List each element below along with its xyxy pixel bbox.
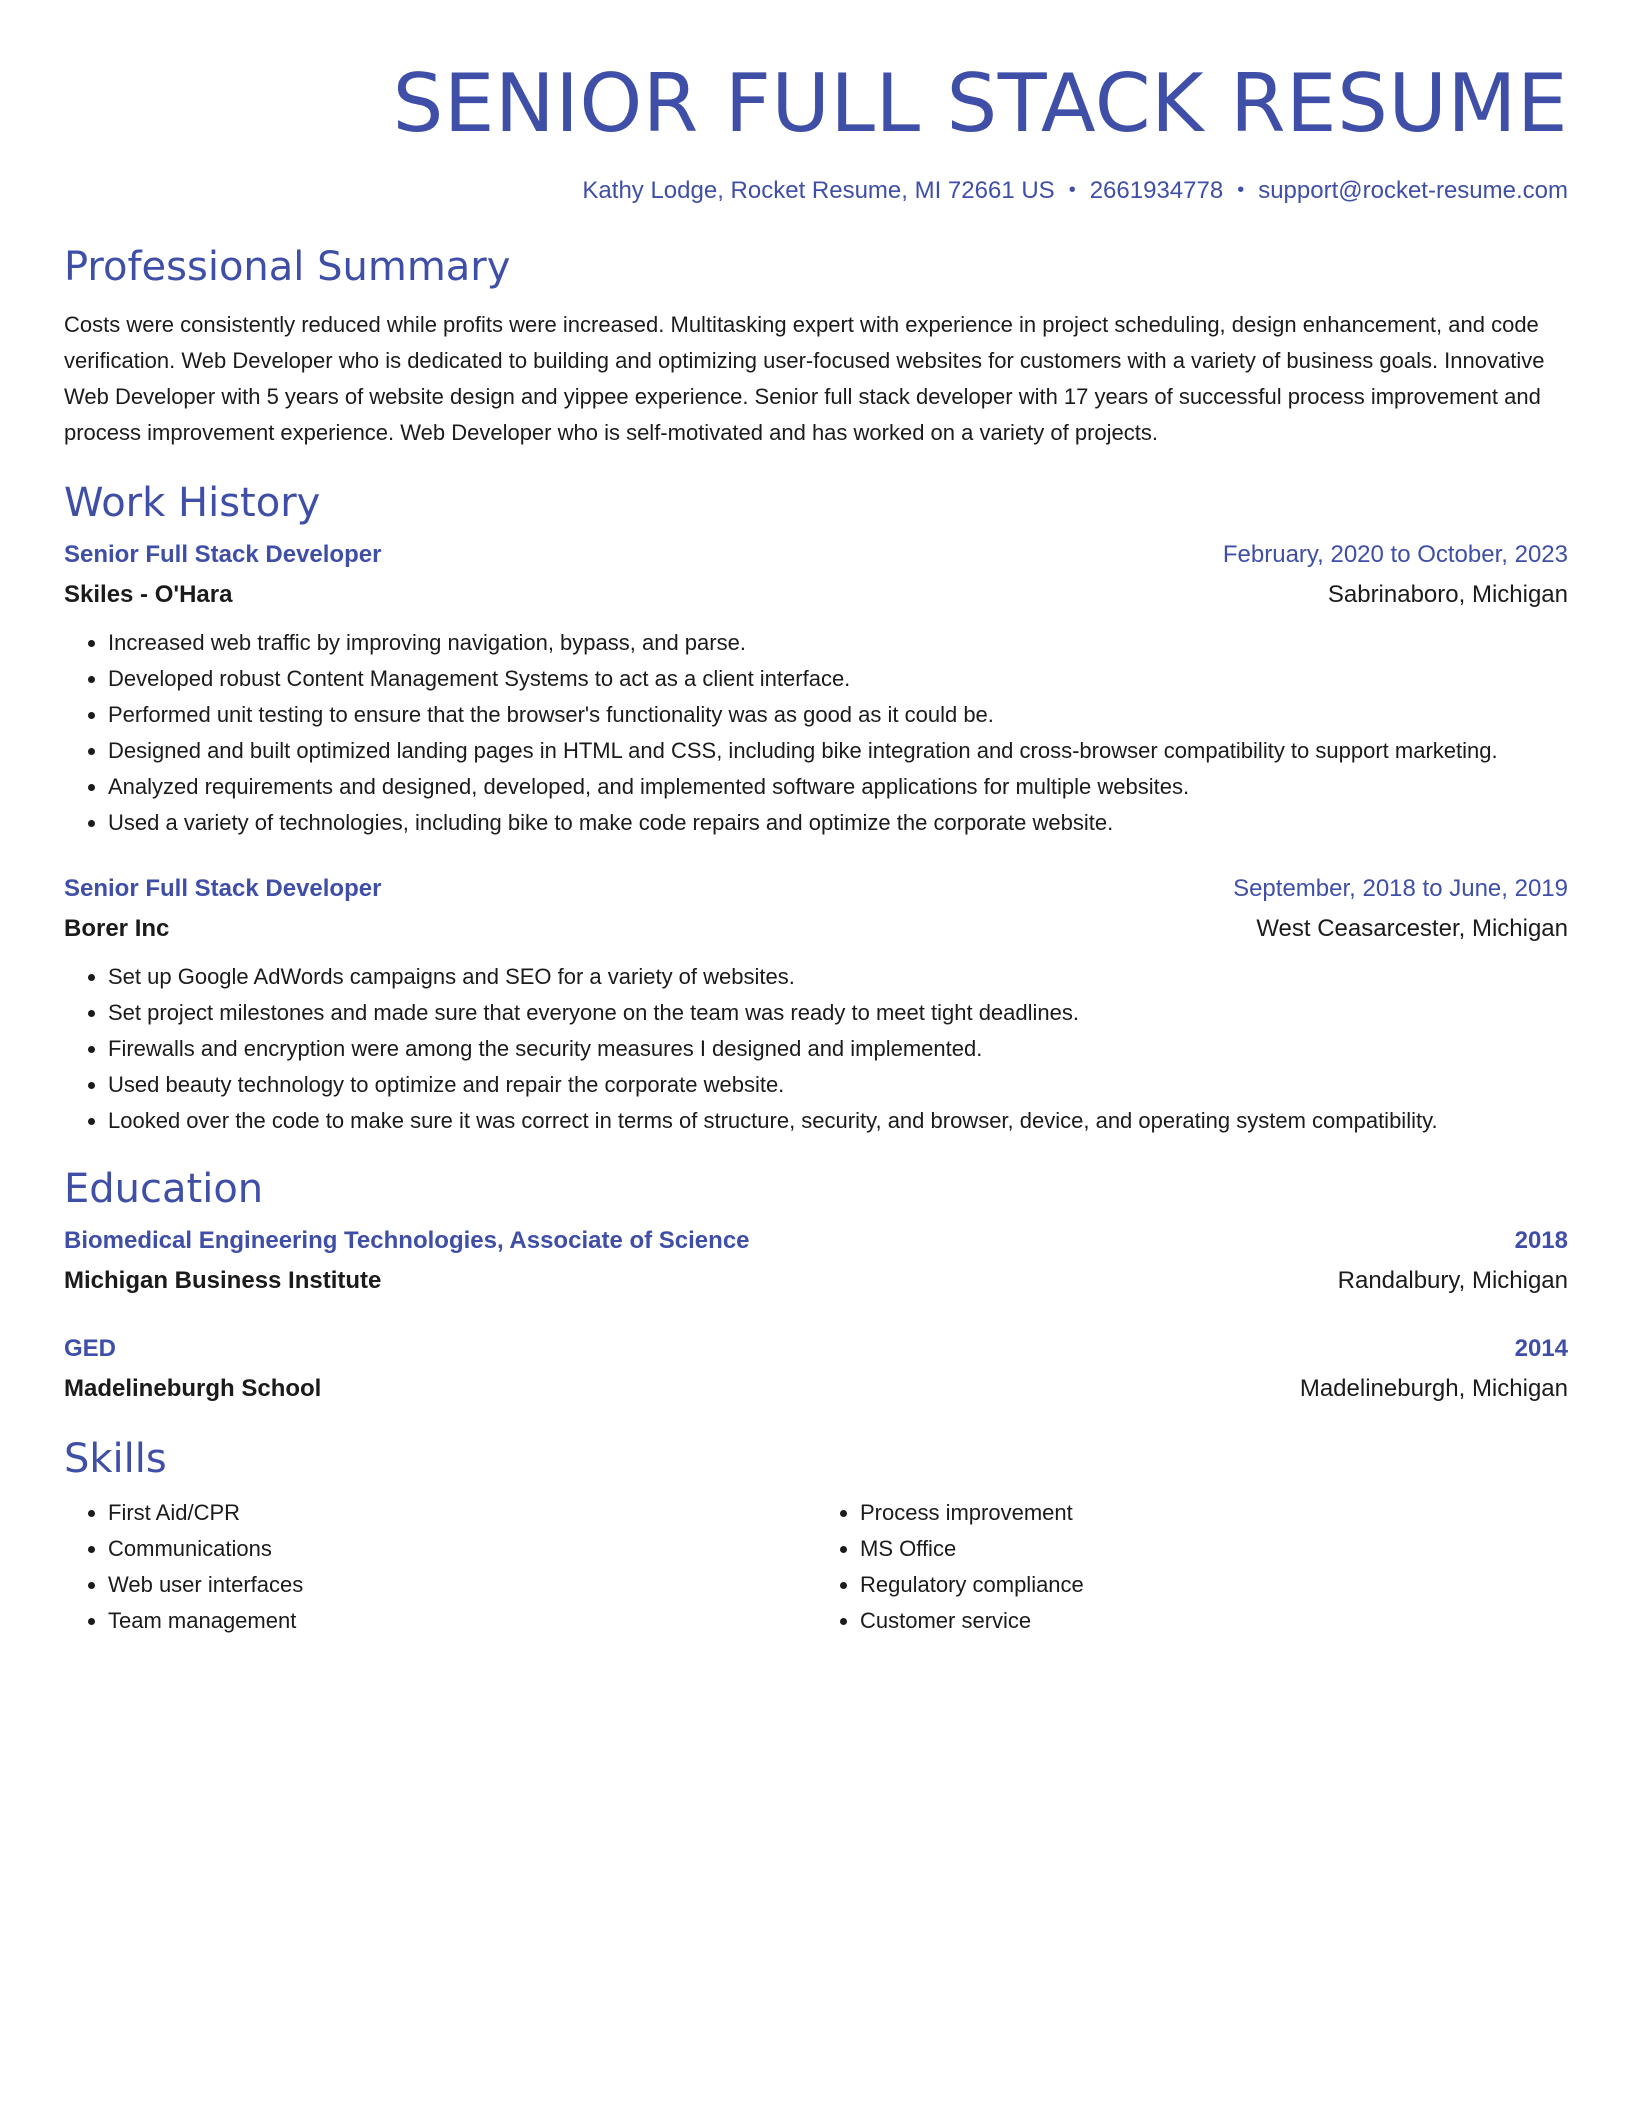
education-year: 2014 bbox=[1514, 1335, 1568, 1362]
job-bullets bbox=[64, 959, 1568, 1139]
resume-title: SENIOR FULL STACK RESUME bbox=[392, 57, 1568, 150]
skill-item: • Team management bbox=[108, 1603, 816, 1639]
job-title: Senior Full Stack Developer bbox=[64, 875, 382, 902]
education-degree: GED bbox=[64, 1335, 117, 1362]
skill-item: • Customer service bbox=[860, 1603, 1568, 1639]
skills-column-right bbox=[816, 1495, 1568, 1639]
job-bullet: • Increased web traffic by improving navigation, bypass, and parse. bbox=[108, 625, 1568, 661]
contact-line bbox=[64, 174, 1568, 207]
job-bullet: • Looked over the code to make sure it was correct in terms of structure, security, and browser, device, and operating system compatibility. bbox=[108, 1103, 1568, 1139]
education-section bbox=[64, 1163, 1568, 1409]
job-entry bbox=[64, 535, 1568, 841]
contact-separator: • bbox=[1237, 179, 1245, 201]
skill-item: • Web user interfaces bbox=[108, 1567, 816, 1603]
skill-item: • Communications bbox=[108, 1531, 816, 1567]
job-bullet: • Developed robust Content Management Systems to act as a client interface. bbox=[108, 661, 1568, 697]
education-entry bbox=[64, 1329, 1568, 1409]
work-history-heading: Work History bbox=[64, 480, 321, 526]
summary-section bbox=[64, 241, 1568, 451]
skills-column-left bbox=[64, 1495, 816, 1639]
education-school: Michigan Business Institute bbox=[64, 1267, 382, 1294]
job-bullet: • Firewalls and encryption were among the security measures I designed and implemented. bbox=[108, 1031, 1568, 1067]
job-company: Skiles - O'Hara bbox=[64, 581, 233, 608]
job-company-row bbox=[64, 575, 1568, 615]
summary-text: Costs were consistently reduced while profits were increased. Multitasking expert with experience in project scheduling, design enhancement, and code verification. Web Developer who is dedicated to building and optimizing user-focused websites for customers with a variety of business goals. Innovative Web Developer with 5 years of website design and yippee experience. Senior full stack developer with 17 years of successful process improvement and process improvement experience. Web Developer who is self-motivated and has worked on a variety of projects. bbox=[64, 312, 1545, 445]
resume-header bbox=[64, 50, 1568, 207]
job-dates: September, 2018 to June, 2019 bbox=[1233, 875, 1568, 902]
skills-section bbox=[64, 1433, 1568, 1639]
job-location: Sabrinaboro, Michigan bbox=[1327, 581, 1568, 608]
job-bullet: • Used beauty technology to optimize and repair the corporate website. bbox=[108, 1067, 1568, 1103]
skill-item: • Regulatory compliance bbox=[860, 1567, 1568, 1603]
skill-item: • Process improvement bbox=[860, 1495, 1568, 1531]
job-bullet: • Set up Google AdWords campaigns and SEO for a variety of websites. bbox=[108, 959, 1568, 995]
education-location: Madelineburgh, Michigan bbox=[1299, 1375, 1568, 1402]
job-location: West Ceasarcester, Michigan bbox=[1256, 915, 1568, 942]
education-degree-row bbox=[64, 1329, 1568, 1369]
job-entry bbox=[64, 869, 1568, 1139]
skill-item: • MS Office bbox=[860, 1531, 1568, 1567]
skills-heading: Skills bbox=[64, 1436, 167, 1482]
contact-separator: • bbox=[1068, 179, 1076, 201]
summary-heading: Professional Summary bbox=[64, 244, 511, 290]
job-company: Borer Inc bbox=[64, 915, 170, 942]
job-title-row bbox=[64, 869, 1568, 909]
contact-phone: 2661934778 bbox=[1089, 177, 1224, 204]
job-bullet: • Used a variety of technologies, including bike to make code repairs and optimize the corporate website. bbox=[108, 805, 1568, 841]
education-school-row bbox=[64, 1261, 1568, 1301]
job-bullets bbox=[64, 625, 1568, 841]
skills-grid bbox=[64, 1495, 1568, 1639]
education-heading: Education bbox=[64, 1166, 264, 1212]
education-year: 2018 bbox=[1514, 1227, 1568, 1254]
education-degree-row bbox=[64, 1221, 1568, 1261]
job-bullet: • Performed unit testing to ensure that the browser's functionality was as good as it could be. bbox=[108, 697, 1568, 733]
job-dates: February, 2020 to October, 2023 bbox=[1222, 541, 1568, 568]
job-bullet: • Analyzed requirements and designed, developed, and implemented software applications for multiple websites. bbox=[108, 769, 1568, 805]
job-title-row bbox=[64, 535, 1568, 575]
job-company-row bbox=[64, 909, 1568, 949]
job-title: Senior Full Stack Developer bbox=[64, 541, 382, 568]
job-bullet: • Set project milestones and made sure that everyone on the team was ready to meet tight deadlines. bbox=[108, 995, 1568, 1031]
contact-address: Kathy Lodge, Rocket Resume, MI 72661 US bbox=[582, 177, 1055, 204]
work-history-section bbox=[64, 477, 1568, 1139]
skill-item: • First Aid/CPR bbox=[108, 1495, 816, 1531]
contact-email[interactable]: support@rocket-resume.com bbox=[1258, 177, 1568, 204]
education-degree: Biomedical Engineering Technologies, Associate of Science bbox=[64, 1227, 750, 1254]
education-entry bbox=[64, 1221, 1568, 1301]
education-school-row bbox=[64, 1369, 1568, 1409]
education-location: Randalbury, Michigan bbox=[1337, 1267, 1568, 1294]
job-bullet: • Designed and built optimized landing pages in HTML and CSS, including bike integration and cross-browser compatibility to support marketing. bbox=[108, 733, 1568, 769]
education-school: Madelineburgh School bbox=[64, 1375, 322, 1402]
